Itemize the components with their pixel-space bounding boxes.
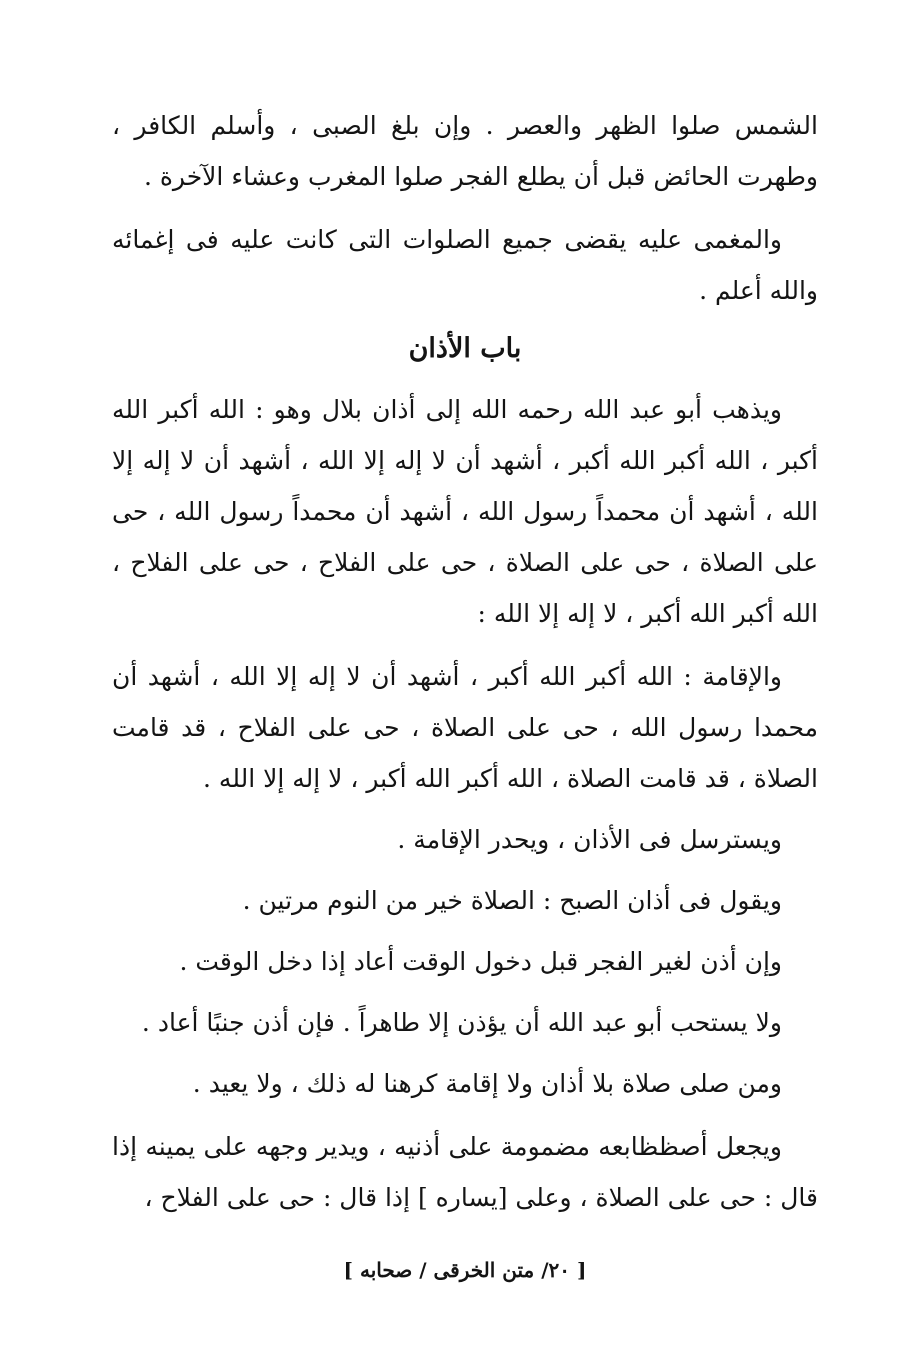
tarassul-line: ويسترسل فى الأذان ، ويحدر الإقامة . [397,825,782,854]
section-heading: باب الأذان [408,333,522,364]
last-paragraph: ويجعل أصظظابعه مضمومة على أذنيه ، ويدير وجهه على يمينه إذا قال : حى على الصلاة ، وعلى [يساره ] إذا قال : حى على الفلاح ، [112,1132,818,1212]
adhan-paragraph: ويذهب أبو عبد الله رحمه الله إلى أذان بلال وهو : الله أكبر الله أكبر ، الله أكبر الله أكبر ، أشهد أن لا إله إلا الله ، أشهد أن لا إله إلا الله ، أشهد أن محمداً رسول الله ، أشهد أن محمداً رسول الله ، حى على الصلاة ، حى على الصلاة ، حى على الفلاح ، حى على الفلاح ، الله أكبر الله أكبر ، لا إله إلا الله : [112,395,818,628]
tahir-line: ولا يستحب أبو عبد الله أن يؤذن إلا طاهراً . فإن أذن جنبًا أعاد . [141,1008,782,1037]
page-footer: [ ٢٠/ متن الخرقى / صحابه ] [343,1258,587,1282]
fajr-line: وإن أذن لغير الفجر قبل دخول الوقت أعاد إذا دخل الوقت . [179,947,782,976]
bila-adhan-line: ومن صلى صلاة بلا أذان ولا إقامة كرهنا له ذلك ، ولا يعيد . [192,1069,782,1098]
subh-line: ويقول فى أذان الصبح : الصلاة خير من النوم مرتين . [242,886,782,915]
intro-section [112,100,818,316]
intro-paragraph-2: والمغمى عليه يقضى جميع الصلوات التى كانت عليه فى إغمائه والله أعلم . [112,225,818,305]
adhan-section [112,384,818,1223]
intro-paragraph-1: الشمس صلوا الظهر والعصر . وإن بلغ الصبى ، وأسلم الكافر ، وطهرت الحائض قبل أن يطلع الفجر صلوا المغرب وعشاء الآخرة . [112,111,818,191]
iqama-paragraph: والإقامة : الله أكبر الله أكبر ، أشهد أن لا إله إلا الله ، أشهد أن محمدا رسول الله ، حى على الصلاة ، حى على الفلاح ، قد قامت الصلاة ، قد قامت الصلاة ، الله أكبر الله أكبر ، لا إله إلا الله . [112,662,818,793]
